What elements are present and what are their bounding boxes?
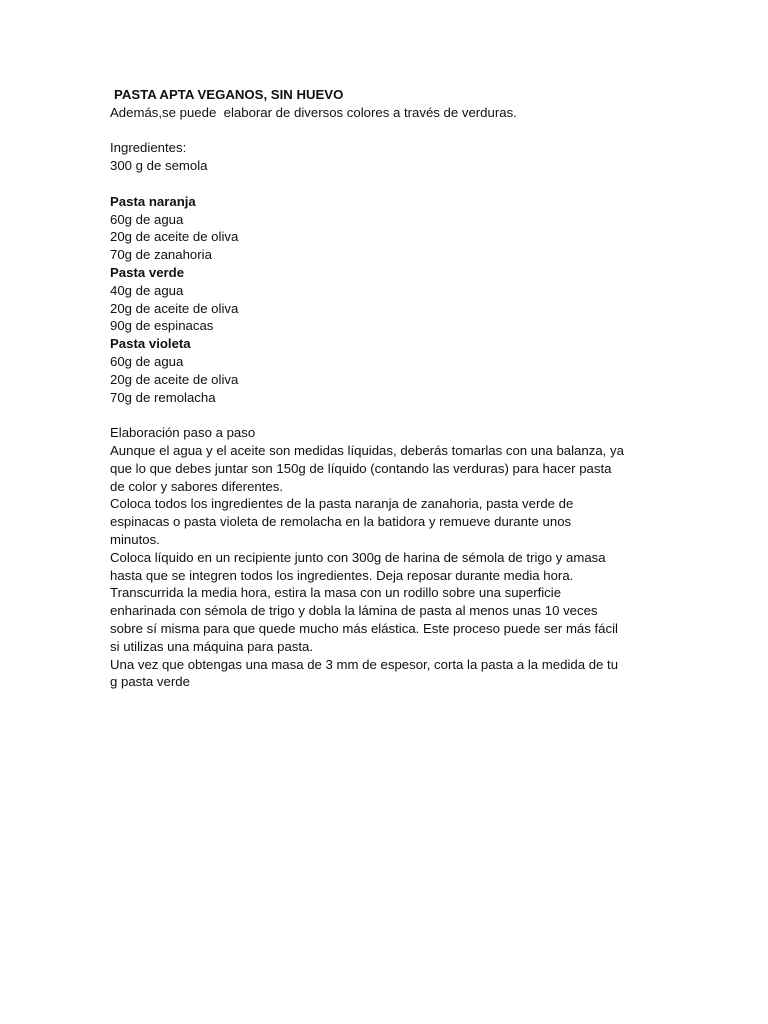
recipe-document: [110, 86, 660, 691]
ingredient-item: 20g de aceite de oliva: [110, 371, 239, 387]
ingredient-item: 40g de agua: [110, 282, 184, 298]
ingredient-item: 20g de aceite de oliva: [110, 300, 239, 316]
steps-heading: Elaboración paso a paso: [110, 425, 256, 441]
step-line: Una vez que obtengas una masa de 3 mm de espesor, corta la pasta a la medida de tu: [110, 656, 619, 672]
step-line: g pasta verde: [110, 674, 190, 690]
step-line: Coloca todos los ingredientes de la pasta naranja de zanahoria, pasta verde de: [110, 496, 574, 512]
base-ingredient: 300 g de semola: [110, 158, 208, 174]
step-line: Coloca líquido en un recipiente junto con 300g de harina de sémola de trigo y amasa: [110, 549, 606, 565]
ingredient-item: 60g de agua: [110, 211, 184, 227]
blank-line: [110, 175, 660, 193]
section-heading-verde: Pasta verde: [110, 264, 185, 280]
step-line: espinacas o pasta violeta de remolacha en la batidora y remueve durante unos: [110, 514, 572, 530]
ingredient-item: 70g de zanahoria: [110, 247, 212, 263]
step-line: de color y sabores diferentes.: [110, 478, 283, 494]
step-line: si utilizas una máquina para pasta.: [110, 638, 314, 654]
ingredient-item: 90g de espinacas: [110, 318, 214, 334]
step-line: hasta que se integren todos los ingredientes. Deja reposar durante media hora.: [110, 567, 574, 583]
blank-line: [110, 406, 660, 424]
ingredient-item: 70g de remolacha: [110, 389, 216, 405]
section-heading-naranja: Pasta naranja: [110, 193, 196, 209]
step-line: Aunque el agua y el aceite son medidas líquidas, deberás tomarlas con una balanza, ya: [110, 442, 624, 458]
step-line: Transcurrida la media hora, estira la masa con un rodillo sobre una superficie: [110, 585, 562, 601]
recipe-title: PASTA APTA VEGANOS, SIN HUEVO: [114, 87, 344, 102]
step-line: sobre sí misma para que quede mucho más elástica. Este proceso puede ser más fácil: [110, 620, 618, 636]
step-line: minutos.: [110, 531, 160, 547]
step-line: que lo que debes juntar son 150g de líquido (contando las verduras) para hacer pasta: [110, 460, 612, 476]
step-line: enharinada con sémola de trigo y dobla la lámina de pasta al menos unas 10 veces: [110, 603, 598, 619]
section-heading-violeta: Pasta violeta: [110, 336, 191, 352]
ingredient-item: 20g de aceite de oliva: [110, 229, 239, 245]
ingredients-heading: Ingredientes:: [110, 140, 187, 156]
blank-line: [110, 122, 660, 140]
recipe-subtitle: Además,se puede elaborar de diversos colores a través de verduras.: [110, 104, 517, 120]
ingredient-item: 60g de agua: [110, 353, 184, 369]
